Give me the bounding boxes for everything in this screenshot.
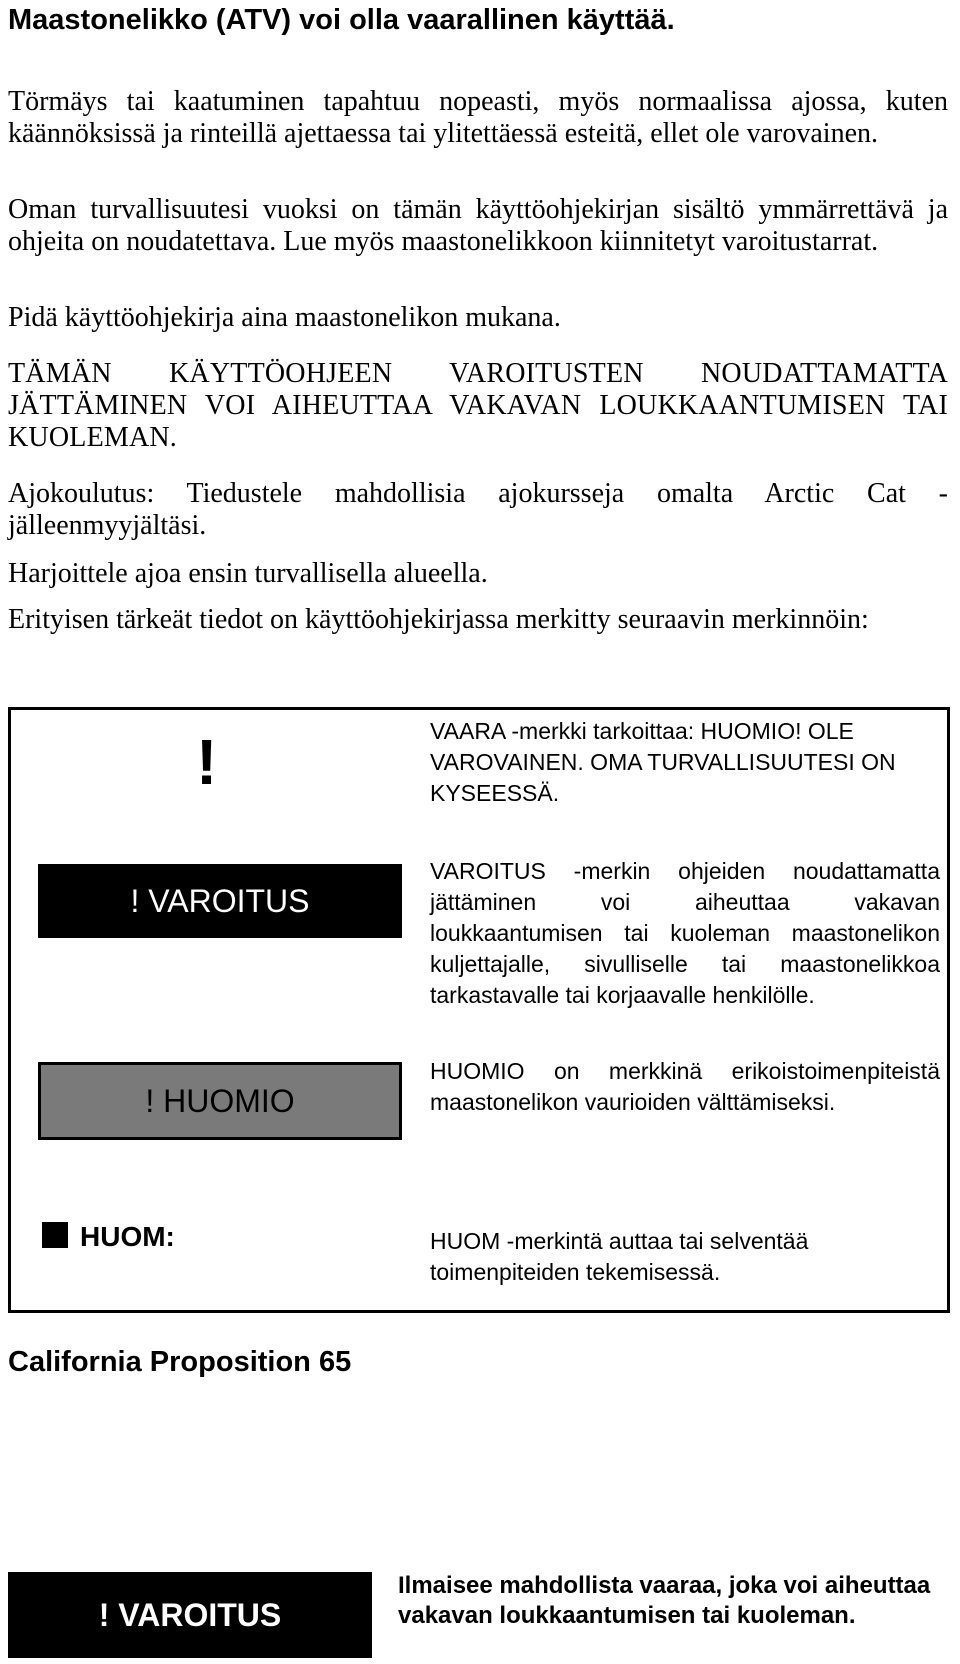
warning-label-box	[38, 864, 402, 938]
paragraph-practice: Harjoittele ajoa ensin turvallisella alueella.	[8, 558, 488, 589]
note-label: HUOM:	[80, 1221, 175, 1252]
california-warning-description: Ilmaisee mahdollista vaaraa, joka voi aiheuttaa vakavan loukkaantumisen tai kuoleman.	[398, 1572, 931, 1629]
paragraph-warning-caps: TÄMÄN KÄYTTÖOHJEEN VAROITUSTEN NOUDATTAMATTA JÄTTÄMINEN VOI AIHEUTTAA VAKAVAN LOUKKAANTUMISEN TAI KUOLEMAN.	[8, 358, 948, 453]
paragraph-collision: Törmäys tai kaatuminen tapahtuu nopeasti, myös normaalissa ajossa, kuten käännöksissä ja rinteillä ajettaessa tai ylitettäessä esteitä, ellet ole varovainen.	[8, 86, 948, 149]
warning-label: ! VAROITUS	[130, 882, 310, 919]
danger-description: VAARA -merkki tarkoittaa: HUOMIO! OLE VAROVAINEN. OMA TURVALLISUUTESI ON KYSEESSÄ.	[430, 718, 896, 806]
danger-symbol: !	[196, 726, 218, 798]
note-description: HUOM -merkintä auttaa tai selventää toimenpiteiden tekemisessä.	[430, 1228, 809, 1285]
paragraph-read-manual: Oman turvallisuutesi vuoksi on tämän käyttöohjekirjan sisältö ymmärrettävä ja ohjeita on noudatettava. Lue myös maastonelikkoon kiinnitetyt varoitustarrat.	[8, 194, 948, 257]
caution-label-box	[38, 1062, 402, 1140]
paragraph-signal-words: Erityisen tärkeät tiedot on käyttöohjekirjassa merkitty seuraavin merkinnöin:	[8, 604, 869, 635]
caution-description: HUOMIO on merkkinä erikoistoimenpiteistä maastonelikon vaurioiden välttämiseksi.	[430, 1058, 940, 1115]
california-warning-label: ! VAROITUS	[98, 1596, 282, 1633]
paragraph-training: Ajokoulutus: Tiedustele mahdollisia ajokursseja omalta Arctic Cat -jälleenmyyjältäsi.	[8, 478, 948, 541]
caution-label: ! HUOMIO	[145, 1082, 295, 1119]
note-square-icon	[42, 1222, 68, 1248]
paragraph-keep-manual: Pidä käyttöohjekirja aina maastonelikon mukana.	[8, 302, 561, 333]
page-title: Maastonelikko (ATV) voi olla vaarallinen käyttää.	[8, 4, 675, 36]
california-heading: California Proposition 65	[8, 1346, 352, 1378]
california-warning-box	[8, 1572, 372, 1658]
warning-description: VAROITUS -merkin ohjeiden noudattamatta jättäminen voi aiheuttaa vakavan loukkaantumisen tai kuoleman maastonelikon kuljettajalle, sivulliselle tai maastonelikkoa tarkastavalle tai korjaavalle henkilölle.	[430, 858, 940, 1008]
